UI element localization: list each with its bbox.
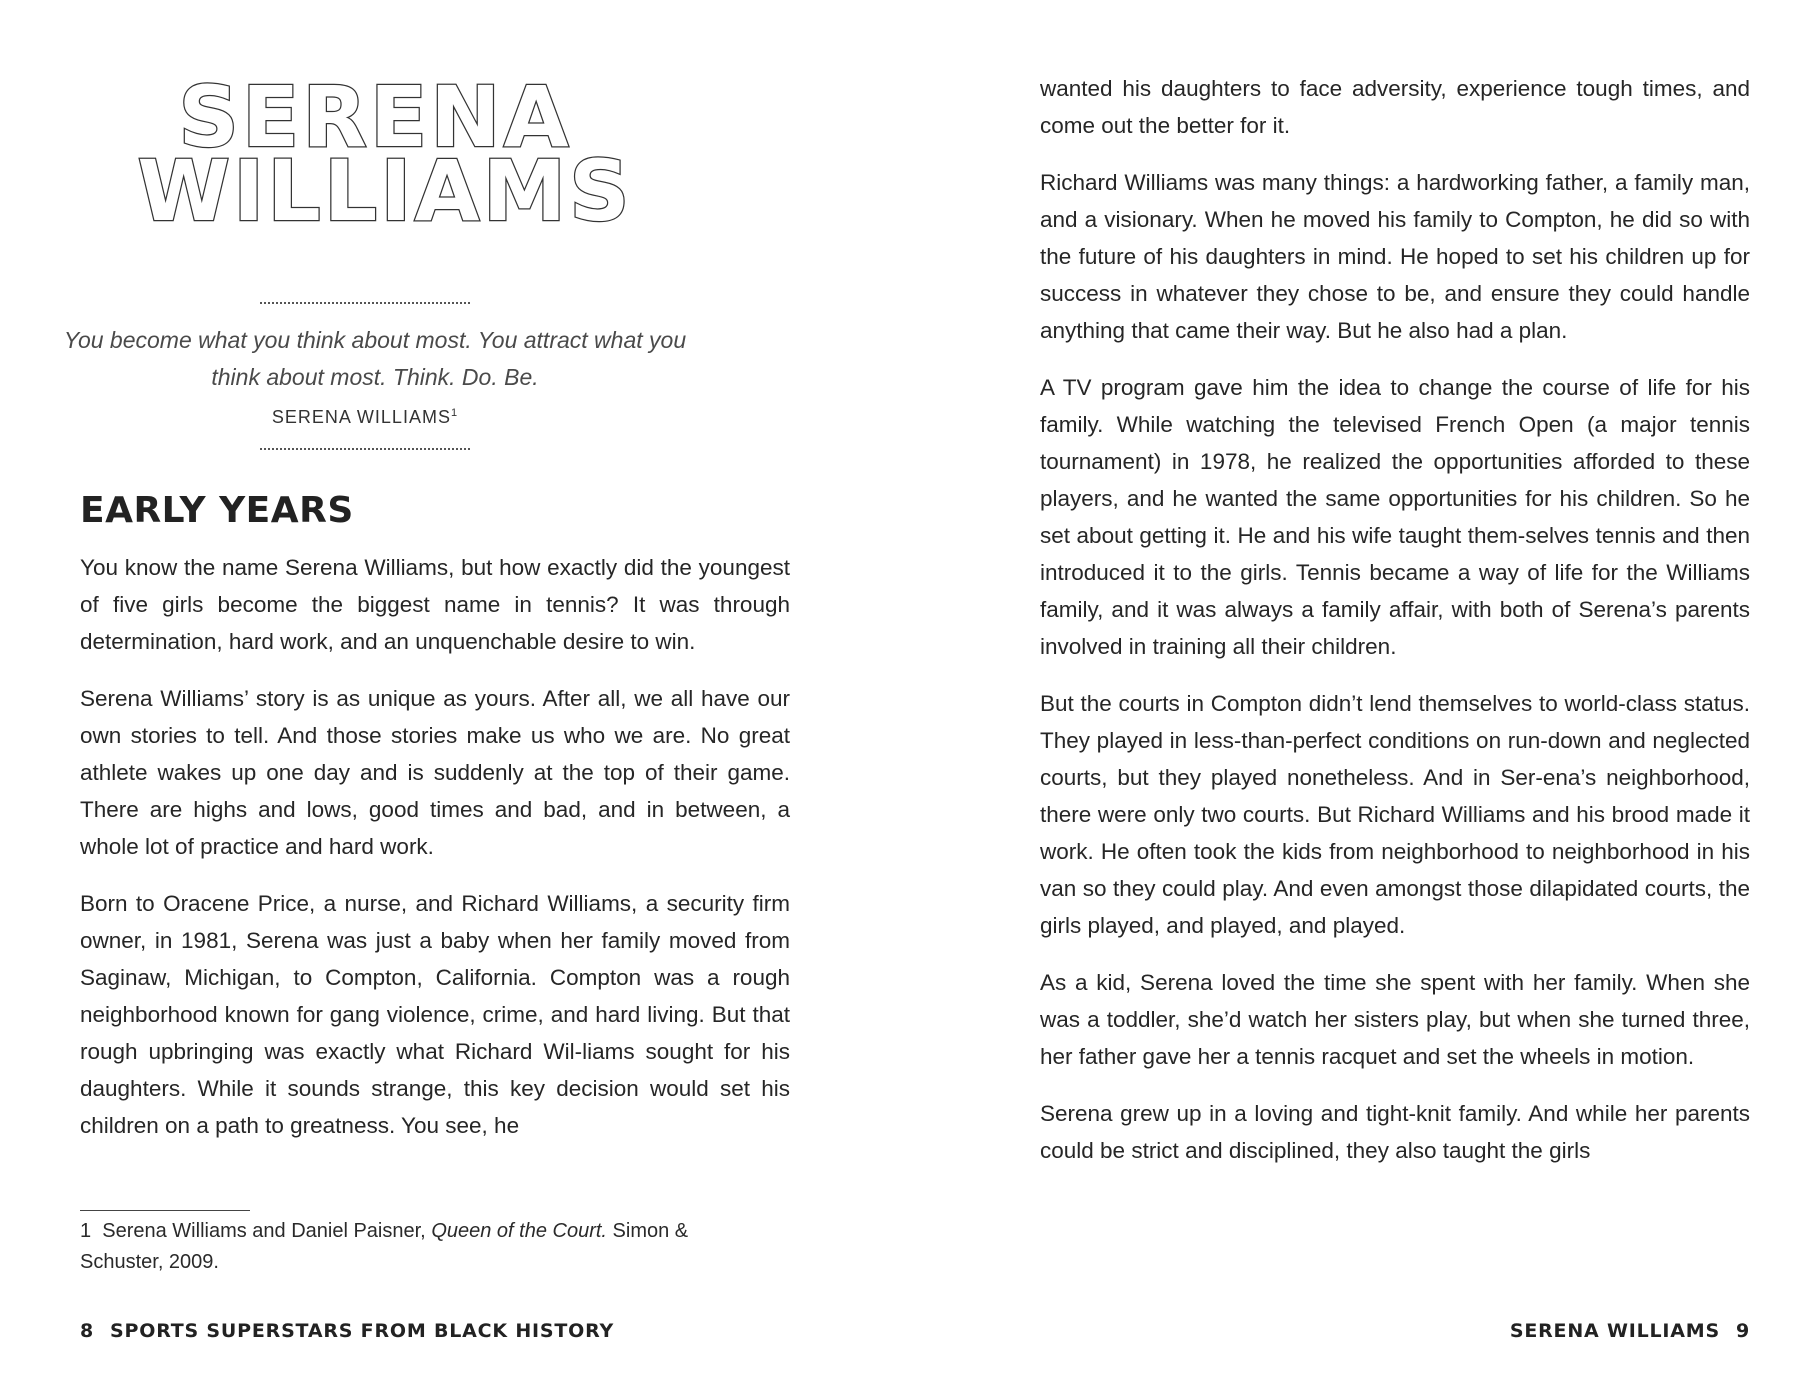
paragraph: Born to Oracene Price, a nurse, and Richard Williams, a security firm owner, in 1981, Serena was just a baby when her family moved from Saginaw, Michigan, to Compton, California. Compton was a rough neighborhood known for gang violence, crime, and hard living. But that rough upbringing was exactly what Richard Wil-liams sought for his daughters. While it sounds strange, this key decision would set his children on a path to greatness. You see, he	[80, 891, 790, 1138]
paragraph: Serena Williams’ story is as unique as yours. After all, we all have our own stories to tell. And those stories make us who we are. No great athlete wakes up one day and is suddenly at the top of their game. There are highs and lows, good times and bad, and in between, a whole lot of practice and hard work.	[80, 686, 790, 859]
footnote-book-title: Queen of the Court.	[431, 1220, 607, 1242]
right-running-footer	[1510, 1320, 1750, 1342]
dotted-divider-bottom	[260, 448, 470, 450]
left-page	[63, 0, 790, 1396]
chapter-title-line-2: WILLIAMS	[137, 142, 633, 240]
paragraph: A TV program gave him the idea to change the course of life for his family. While watching the televised French Open (a major tennis tournament) in 1978, he realized the opportunities afforded to these players, and he wanted the same opportunities for his children. So he set about getting it. He and his wife taught them-selves tennis and then introduced it to the girls. Tennis became a way of life for the Williams family, and it was always a family affair, with both of Serena’s parents involved in training all their children.	[1040, 375, 1750, 659]
paragraph: But the courts in Compton didn’t lend themselves to world-class status. They played in less-than-perfect conditions on run-down and neglected courts, but they played nonetheless. And in Ser-ena’s neighborhood, there were only two courts. But Richard Williams and his brood made it work. He often took the kids from neighborhood to neighborhood in his van so they could play. And even amongst those dilapidated courts, the girls played, and played, and played.	[1040, 691, 1750, 938]
footnote-authors: Serena Williams and Daniel Paisner,	[102, 1220, 426, 1242]
chapter-title-line-1: SERENA	[178, 68, 572, 166]
epigraph	[63, 302, 790, 450]
running-title: SERENA WILLIAMS	[1509, 1320, 1720, 1342]
running-title: SPORTS SUPERSTARS FROM BLACK HISTORY	[110, 1320, 615, 1342]
footnote	[80, 1216, 760, 1278]
footnote-divider	[80, 1210, 250, 1211]
paragraph: As a kid, Serena loved the time she spent with her family. When she was a toddler, she’d watch her sisters play, but when she turned three, her father gave her a tennis racquet and set the wheels in motion.	[1040, 970, 1750, 1069]
left-body-text	[80, 549, 790, 1164]
left-running-footer	[80, 1320, 614, 1342]
epigraph-attribution	[10, 398, 720, 432]
footnote-publisher: Simon & Schuster, 2009.	[80, 1220, 689, 1273]
page-number: 9	[1735, 1320, 1750, 1342]
epigraph-quote: You become what you think about most. You attract what you think about most. Think. Do. Be.	[63, 327, 687, 390]
page-number: 8	[80, 1320, 95, 1342]
footnote-number: 1	[80, 1220, 92, 1242]
paragraph: wanted his daughters to face adversity, experience tough times, and come out the better for it.	[1040, 76, 1750, 138]
dotted-divider-top	[260, 302, 470, 304]
paragraph: Richard Williams was many things: a hardworking father, a family man, and a visionary. When he moved his family to Compton, he did so with the future of his daughters in mind. He hoped to set his children up for success in whatever they chose to be, and ensure they could handle anything that came their way. But he also had a plan.	[1040, 170, 1750, 343]
paragraph: You know the name Serena Williams, but how exactly did the youngest of five girls become the biggest name in tennis? It was through determination, hard work, and an unquenchable desire to win.	[80, 555, 790, 654]
footnote-ref: 1	[450, 407, 459, 419]
chapter-title	[80, 68, 790, 240]
section-heading: EARLY YEARS	[80, 490, 354, 531]
right-page	[1040, 0, 1750, 1396]
paragraph: Serena grew up in a loving and tight-knit family. And while her parents could be strict and disciplined, they also taught the girls	[1040, 1101, 1750, 1163]
right-body-text	[1040, 70, 1750, 1189]
epigraph-author: SERENA WILLIAMS	[271, 407, 451, 427]
